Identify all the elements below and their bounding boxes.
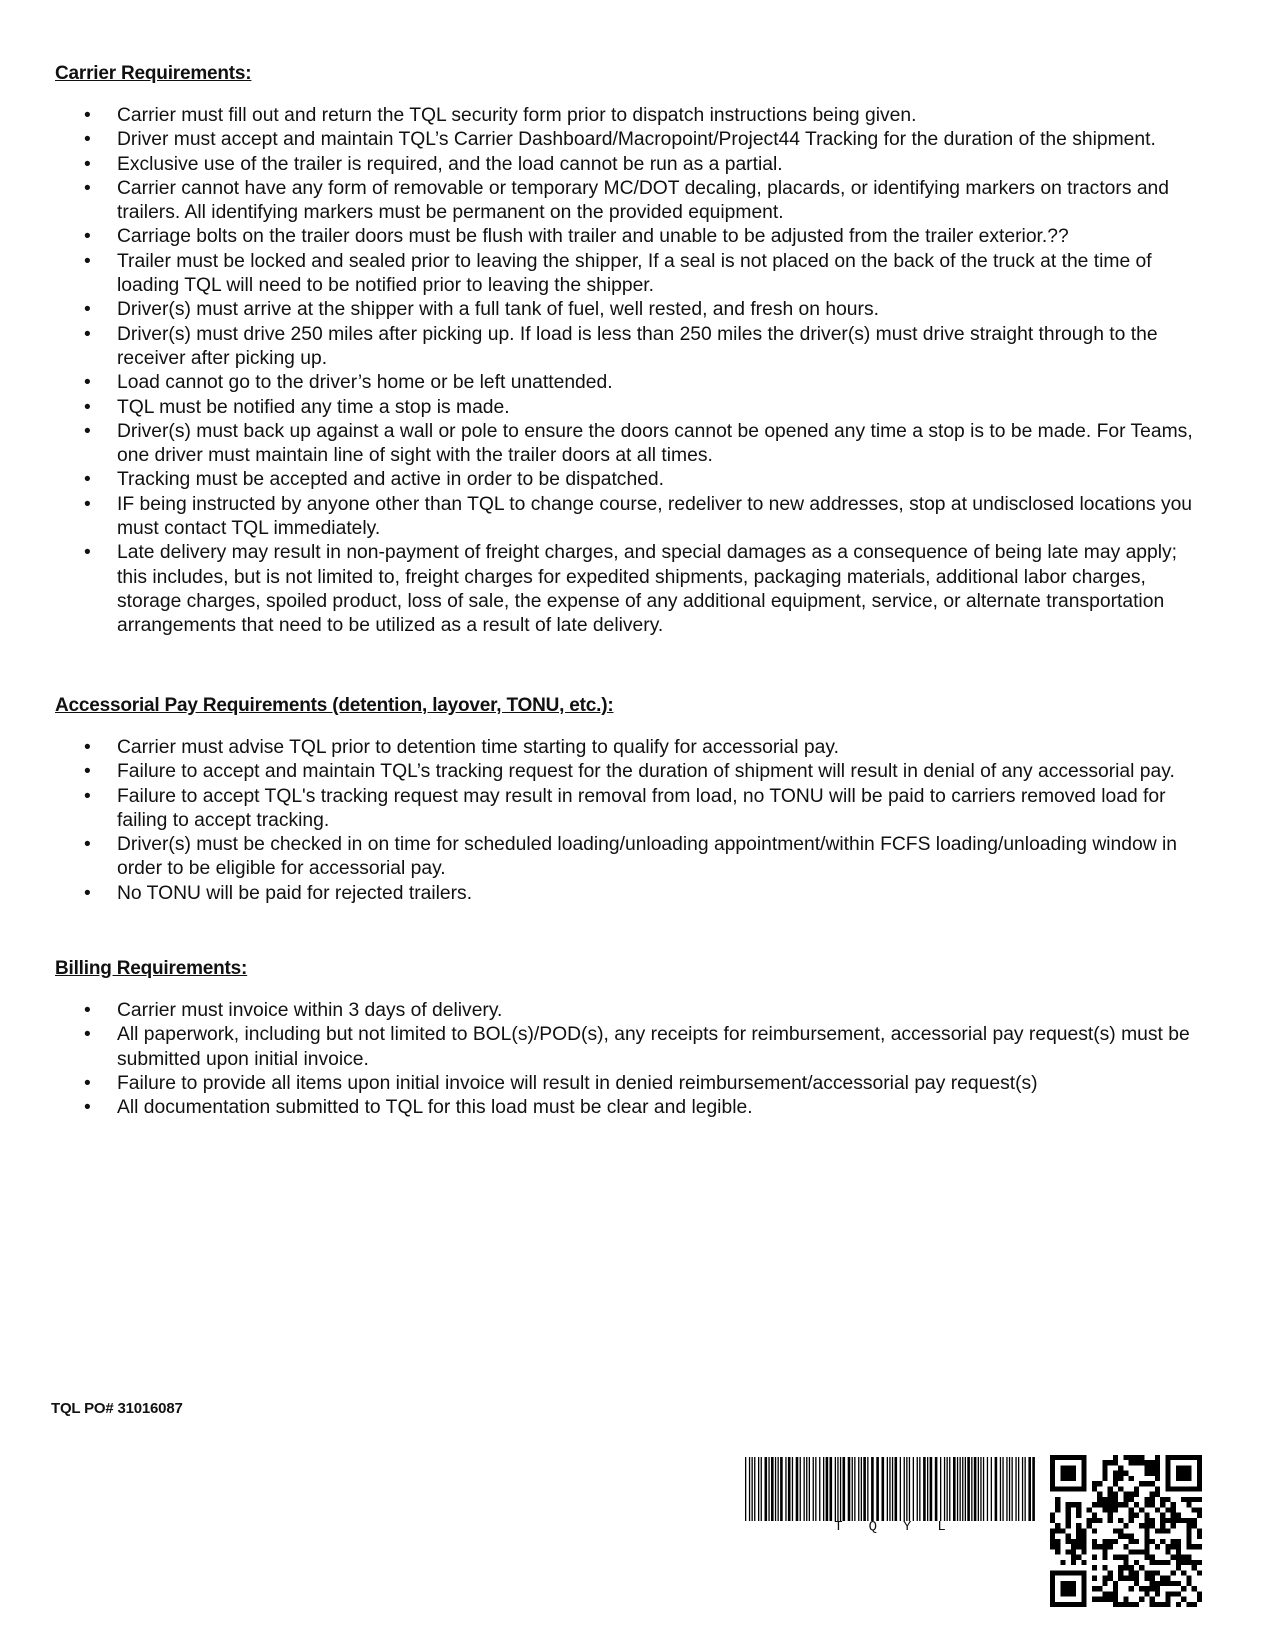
qr-code-icon (1050, 1455, 1202, 1607)
barcode-icon (745, 1457, 1035, 1521)
bullet-icon: • (84, 420, 91, 442)
list-item-text: Carriage bolts on the trailer doors must be flush with trailer and unable to be adjusted from the trailer exterior.?? (117, 226, 1069, 248)
bullet-icon: • (84, 1097, 91, 1119)
billing-requirements-list (84, 999, 1209, 1120)
list-item-text: Tracking must be accepted and active in order to be dispatched. (117, 469, 664, 491)
bullet-icon: • (84, 129, 91, 151)
barcode-caption (745, 1519, 1035, 1535)
carrier-requirements-heading: Carrier Requirements: (55, 63, 252, 84)
bullet-icon: • (84, 177, 91, 199)
list-item-text: Driver(s) must be checked in on time for scheduled loading/unloading appointment/within FCFS loading/unloading window in order to be eligible for accessorial pay. (117, 834, 1177, 880)
billing-requirements-heading: Billing Requirements: (55, 958, 248, 979)
list-item (84, 298, 1209, 322)
list-item (84, 128, 1209, 152)
list-item-text: Driver(s) must drive 250 miles after picking up. If load is less than 250 miles the driver(s) must drive straight through to the receiver after picking up. (117, 323, 1158, 369)
list-item (84, 420, 1209, 469)
list-item (84, 177, 1209, 226)
bullet-icon: • (84, 226, 91, 248)
barcode-letter: L (937, 1519, 946, 1535)
list-item-text: Carrier must fill out and return the TQL security form prior to dispatch instructions being given. (117, 105, 917, 126)
bullet-icon: • (84, 882, 91, 904)
list-item-text: No TONU will be paid for rejected trailers. (117, 882, 473, 904)
list-item (84, 541, 1209, 638)
list-item (84, 882, 1209, 906)
bullet-icon: • (84, 1024, 91, 1046)
bullet-icon: • (84, 105, 91, 126)
list-item-text: Failure to accept TQL's tracking request may result in removal from load, no TONU will be paid to carriers removed load for failing to accept tracking. (117, 785, 1166, 831)
list-item (84, 153, 1209, 177)
list-item (84, 493, 1209, 542)
bullet-icon: • (84, 542, 91, 564)
barcode-letter: Q (868, 1519, 877, 1535)
list-item-text: Failure to accept and maintain TQL’s tracking request for the duration of shipment will result in denial of any accessorial pay. (117, 761, 1175, 783)
list-item (84, 104, 1209, 128)
carrier-requirements-list (84, 104, 1209, 639)
list-item-text: Carrier must advise TQL prior to detention time starting to qualify for accessorial pay. (117, 737, 839, 758)
list-item (84, 1072, 1209, 1096)
bullet-icon: • (84, 1072, 91, 1094)
bullet-icon: • (84, 250, 91, 272)
list-item (84, 999, 1209, 1023)
list-item (84, 1096, 1209, 1120)
bullet-icon: • (84, 785, 91, 807)
list-item-text: All paperwork, including but not limited to BOL(s)/POD(s), any receipts for reimbursement, accessorial pay request(s) must be submitted upon initial invoice. (117, 1024, 1190, 1070)
bullet-icon: • (84, 323, 91, 345)
list-item-text: Late delivery may result in non-payment of freight charges, and special damages as a consequence of being late may apply; this includes, but is not limited to, freight charges for expedited shipments, packaging materials, additional labor charges, storage charges, spoiled product, loss of sale, the expense of any additional equipment, service, or alternate transportation arrangements that need to be utilized as a result of late delivery. (117, 542, 1178, 637)
list-item (84, 468, 1209, 492)
barcode-letter: Y (903, 1519, 912, 1535)
list-item-text: Trailer must be locked and sealed prior to leaving the shipper, If a seal is not placed on the back of the truck at the time of loading TQL will need to be notified prior to leaving the shipper. (117, 250, 1152, 297)
bullet-icon: • (84, 372, 91, 394)
list-item-text: Driver must accept and maintain TQL’s Carrier Dashboard/Macropoint/Project44 Tracking for the duration of the shipment. (117, 129, 1156, 151)
bullet-icon: • (84, 153, 91, 175)
list-item (84, 760, 1209, 784)
list-item (84, 371, 1209, 395)
list-item (84, 785, 1209, 834)
list-item-text: Driver(s) must back up against a wall or pole to ensure the doors cannot be opened any time a stop is to be made. For Teams, one driver must maintain line of sight with the trailer doors at all times. (117, 420, 1193, 467)
bullet-icon: • (84, 1000, 91, 1021)
list-item-text: Carrier cannot have any form of removable or temporary MC/DOT decaling, placards, or identifying markers on tractors and trailers. All identifying markers must be permanent on the provided equipment. (117, 177, 1169, 224)
list-item (84, 833, 1209, 882)
list-item-text: Load cannot go to the driver’s home or be left unattended. (117, 372, 613, 394)
bullet-icon: • (84, 469, 91, 491)
list-item-text: Failure to provide all items upon initial invoice will result in denied reimbursement/accessorial pay request(s) (117, 1072, 1038, 1094)
list-item-text: Carrier must invoice within 3 days of delivery. (117, 1000, 503, 1021)
bullet-icon: • (84, 834, 91, 856)
bullet-icon: • (84, 299, 91, 321)
barcode-letter: T (834, 1519, 843, 1535)
list-item (84, 396, 1209, 420)
bullet-icon: • (84, 737, 91, 758)
list-item-text: Driver(s) must arrive at the shipper with a full tank of fuel, well rested, and fresh on hours. (117, 299, 879, 321)
list-item-text: Exclusive use of the trailer is required, and the load cannot be run as a partial. (117, 153, 783, 175)
bullet-icon: • (84, 761, 91, 783)
list-item-text: IF being instructed by anyone other than TQL to change course, redeliver to new addresses, stop at undisclosed locations you must contact TQL immediately. (117, 493, 1193, 540)
bullet-icon: • (84, 493, 91, 515)
list-item (84, 1023, 1209, 1072)
list-item (84, 225, 1209, 249)
po-number: TQL PO# 31016087 (51, 1400, 183, 1417)
bullet-icon: • (84, 396, 91, 418)
accessorial-pay-list (84, 736, 1209, 906)
list-item (84, 323, 1209, 372)
list-item (84, 736, 1209, 760)
list-item-text: TQL must be notified any time a stop is made. (117, 396, 510, 418)
list-item-text: All documentation submitted to TQL for this load must be clear and legible. (117, 1097, 753, 1119)
list-item (84, 250, 1209, 299)
accessorial-pay-heading: Accessorial Pay Requirements (detention, layover, TONU, etc.): (55, 695, 614, 716)
